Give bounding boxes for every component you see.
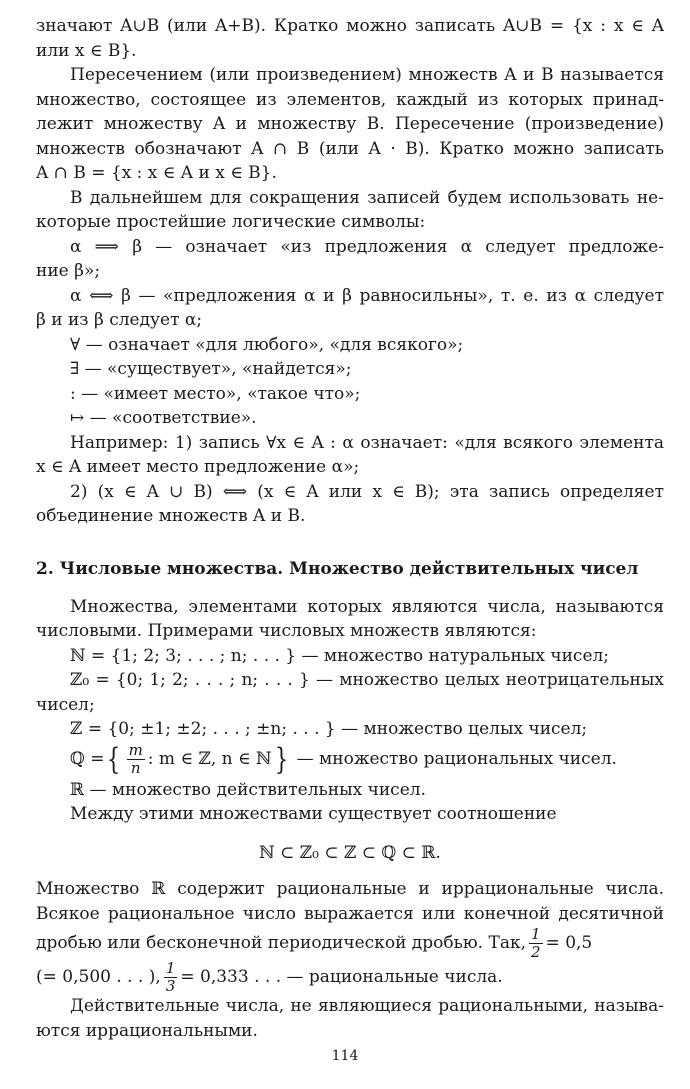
page-number: 114 <box>331 1048 359 1064</box>
text-segment: = 0,333 . . . — рациональные числа. <box>180 966 503 987</box>
text-line: ℤ = {0; ±1; ±2; . . . ; ±n; . . . } — множество целых чисел; <box>70 719 588 739</box>
text-line: : — «имеет место», «такое что»; <box>70 383 361 404</box>
text-line-with-fraction <box>36 960 664 994</box>
text-line: Между этими множествами существует соотношение <box>70 804 557 824</box>
text-line: A ∩ B = {x : x ∈ A и x ∈ B}. <box>36 163 277 183</box>
text-line: ∀ — означает «для любого», «для всякого»; <box>70 334 464 355</box>
text-line: ↦ — «соответствие». <box>70 408 257 428</box>
text-line: объединение множеств A и B. <box>36 506 306 526</box>
text-line: β и из β следует α; <box>36 310 203 330</box>
text-line: Множество ℝ содержит рациональные и иррациональные числа. <box>36 879 664 899</box>
text-line: ℕ = {1; 2; 3; . . . ; n; . . . } — множество натуральных чисел; <box>70 645 610 666</box>
formula-condition: : m ∈ ℤ, n ∈ ℕ <box>147 749 272 770</box>
fraction-denominator: n <box>130 759 141 777</box>
text-line-with-fraction <box>36 926 664 960</box>
fraction-denominator: 2 <box>531 942 541 961</box>
text-line: α ⟹ β — означает «из предложения α следует предложе- <box>70 236 664 257</box>
text-line: Множества, элементами которых являются числа, называются <box>70 596 664 617</box>
fraction-denominator: 3 <box>165 976 176 995</box>
text-segment: = 0,5 <box>545 932 593 953</box>
formula-lhs: ℚ = <box>70 749 105 770</box>
text-line: Например: 1) запись ∀x ∈ A : α означает: «для всякого элемента <box>70 432 664 453</box>
text-line: которые простейшие логические символы: <box>36 212 426 232</box>
fraction <box>164 958 178 995</box>
right-brace-symbol: } <box>274 741 288 777</box>
fraction-numerator: m <box>128 741 143 759</box>
fraction <box>127 743 145 776</box>
text-segment: (= 0,500 . . . ), <box>36 966 161 987</box>
fraction-numerator: 1 <box>531 924 541 943</box>
spacer <box>36 827 664 841</box>
text-line: ние β»; <box>36 261 101 281</box>
text-segment: дробью или бесконечной периодической дробью. Так, <box>36 932 526 953</box>
text-line: 2) (x ∈ A ∪ B) ⟺ (x ∈ A или x ∈ B); эта запись определяет <box>70 481 664 502</box>
text-line: Пересечением (или произведением) множеств A и B называется <box>70 65 664 85</box>
left-brace-symbol: { <box>107 741 121 777</box>
spacer <box>36 865 664 877</box>
text-line: ℤ₀ = {0; 1; 2; . . . ; n; . . . } — множество целых неотрицательных <box>70 670 664 690</box>
spacer <box>36 529 664 553</box>
text-line: Действительные числа, не являющиеся рациональными, называ- <box>70 996 664 1016</box>
section-heading: 2. Числовые множества. Множество действительных чисел <box>36 558 639 579</box>
formula-description: — множество рациональных чисел. <box>296 749 617 770</box>
text-line: ∃ — «существует», «найдется»; <box>70 359 352 379</box>
text-line: ℝ — множество действительных чисел. <box>70 779 426 800</box>
rational-set-formula <box>36 742 664 778</box>
text-line: чисел; <box>36 694 95 715</box>
text-line: множеств обозначают A ∩ B (или A · B). Кратко можно записать <box>36 138 664 159</box>
text-line: множество, состоящее из элементов, каждый из которых принад- <box>36 89 664 110</box>
text-line: значают A∪B (или A+B). Кратко можно записать A∪B = {x : x ∈ A <box>36 16 664 36</box>
text-line: В дальнейшем для сокращения записей будем использовать не- <box>70 187 664 208</box>
text-line: α ⟺ β — «предложения α и β равносильны», т. е. из α следует <box>70 285 664 306</box>
text-line: числовыми. Примерами числовых множеств являются: <box>36 621 537 641</box>
text-line: или x ∈ B}. <box>36 40 137 61</box>
fraction-numerator: 1 <box>165 958 176 977</box>
text-line: x ∈ A имеет место предложение α»; <box>36 457 360 477</box>
fraction <box>529 924 543 961</box>
inclusion-chain-formula: ℕ ⊂ ℤ₀ ⊂ ℤ ⊂ ℚ ⊂ ℝ. <box>259 842 441 863</box>
text-line: ются иррациональными. <box>36 1020 258 1041</box>
text-line: лежит множеству A и множеству B. Пересечение (произведение) <box>36 114 664 134</box>
text-line: Всякое рациональное число выражается или конечной десятичной <box>36 903 664 924</box>
